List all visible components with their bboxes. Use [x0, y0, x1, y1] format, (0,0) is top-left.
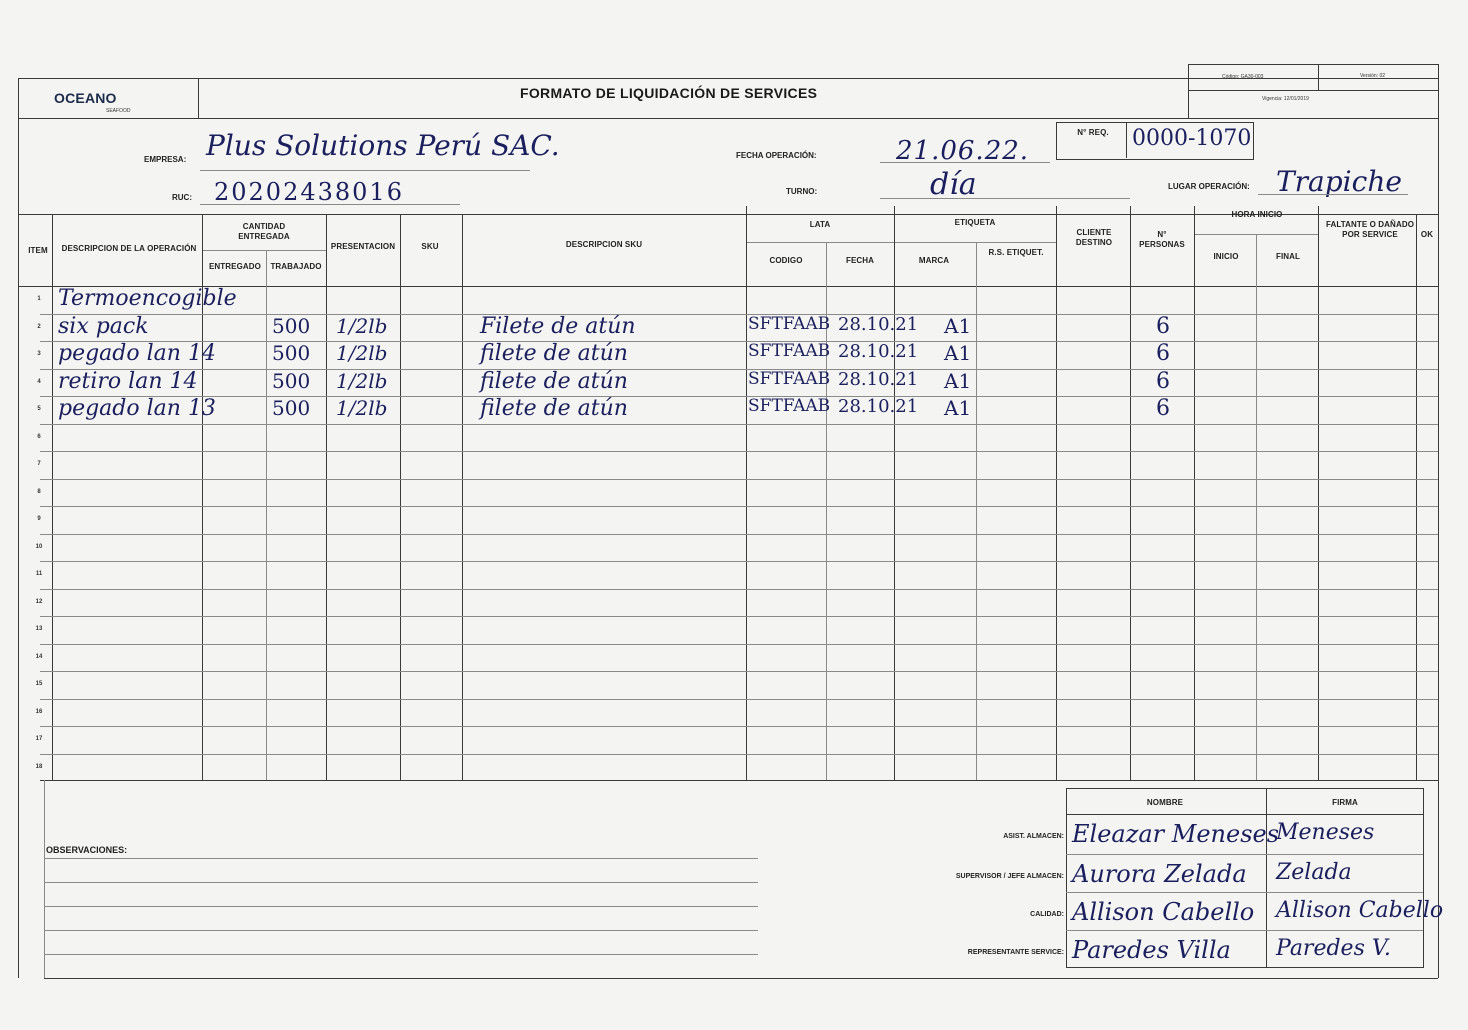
fecha-underline	[880, 162, 1050, 163]
vrule-lata	[894, 206, 895, 780]
row-number: 16	[35, 708, 43, 715]
header-bottom-rule	[18, 118, 1438, 119]
col-descripcion-operacion: DESCRIPCION DE LA OPERACIÓN	[61, 244, 197, 253]
signer-name: Paredes Villa	[1072, 936, 1231, 964]
row-number: 15	[35, 681, 43, 687]
signer-name: Eleazar Meneses	[1072, 820, 1280, 848]
cell-marca: A1	[944, 313, 972, 338]
req-box-divider	[1126, 122, 1127, 158]
req-label: N° REQ.	[1077, 128, 1109, 137]
vrule-cliente	[1130, 206, 1131, 780]
header-right-rule	[1438, 64, 1439, 118]
table-row-rule	[40, 671, 1438, 672]
row-number: 8	[37, 488, 41, 495]
lugar-operacion-label: LUGAR OPERACIÓN:	[1168, 182, 1250, 191]
cell-personas: 6	[1156, 396, 1170, 421]
col-entregado: ENTREGADO	[208, 262, 261, 271]
nombre-label: NOMBRE	[1146, 798, 1184, 807]
cell-descripcion-sku: filete de atún	[480, 396, 628, 421]
table-row-rule	[40, 699, 1438, 700]
obs-left-rule	[44, 780, 45, 978]
cell-entregado: 500	[272, 396, 311, 420]
col-item: ITEM	[28, 246, 48, 255]
signer-role: REPRESENTANTE SERVICE:	[967, 949, 1064, 956]
signer-signature: Paredes V.	[1276, 936, 1391, 961]
row-number: 2	[37, 323, 41, 330]
row-number: 4	[37, 378, 41, 385]
row-number: 9	[37, 516, 41, 522]
cell-personas: 6	[1156, 313, 1170, 339]
row-number: 13	[35, 626, 43, 632]
vrule-cantidad	[326, 214, 327, 780]
cell-descripcion-operacion: pegado lan 13	[58, 396, 216, 421]
ruc-label: RUC:	[172, 193, 192, 202]
row-number: 1	[37, 296, 41, 302]
cantidad-subheader-rule	[202, 250, 326, 251]
col-lata: LATA	[809, 220, 831, 229]
header-meta-top-rule	[1188, 64, 1438, 65]
firma-label: FIRMA	[1332, 798, 1358, 807]
cell-presentacion: 1/2lb	[336, 368, 388, 393]
cell-descripcion-sku: Filete de atún	[480, 313, 636, 339]
row-number: 11	[35, 571, 43, 577]
table-row-rule	[40, 506, 1438, 507]
signer-signature: Allison Cabello	[1276, 898, 1444, 923]
col-final: FINAL	[1275, 252, 1301, 261]
row-number: 17	[35, 736, 43, 742]
vrule-presentacion	[400, 214, 401, 780]
vrule-faltante	[1416, 214, 1417, 780]
signer-role: CALIDAD:	[1030, 911, 1064, 918]
sig-row-rule-3	[1066, 930, 1423, 931]
cell-entregado: 500	[272, 341, 311, 365]
cell-descripcion-operacion: Termoencogible	[58, 286, 237, 311]
col-inicio: INICIO	[1213, 252, 1239, 261]
codigo-text: Código: GA30-003	[1222, 74, 1264, 80]
col-fecha: FECHA	[845, 256, 875, 265]
row-number: 10	[35, 543, 43, 550]
cell-descripcion-sku: filete de atún	[480, 368, 628, 394]
cell-descripcion-operacion: retiro lan 14	[58, 368, 198, 394]
col-sku: SKU	[421, 242, 439, 251]
signer-name: Aurora Zelada	[1072, 860, 1247, 888]
cell-codigo: SFTFAAB	[748, 368, 831, 389]
obs-line-1	[44, 858, 758, 859]
frame-left-rule	[18, 118, 19, 978]
obs-line-2	[44, 882, 758, 883]
header-logo-divider	[198, 78, 199, 118]
vigencia-text: Vigencia: 12/01/2019	[1262, 96, 1309, 102]
header-meta-divider	[1188, 64, 1189, 118]
table-row-rule	[40, 396, 1438, 397]
col-n-personas: N° PERSONAS	[1139, 230, 1185, 249]
turno-label: TURNO:	[786, 187, 818, 196]
col-trabajado: TRABAJADO	[270, 262, 322, 271]
obs-line-5	[44, 954, 758, 955]
col-cliente-destino: CLIENTE DESTINO	[1075, 228, 1113, 247]
row-number: 12	[35, 598, 43, 605]
cell-codigo: SFTFAAB	[748, 396, 831, 416]
table-row-rule	[40, 754, 1438, 755]
table-row-rule	[40, 589, 1438, 590]
req-value: 0000-1070	[1132, 126, 1252, 151]
observaciones-label: OBSERVACIONES:	[46, 845, 128, 855]
ruc-underline	[200, 204, 460, 205]
cell-marca: A1	[944, 396, 972, 420]
header-meta-mid-rule	[1188, 90, 1438, 91]
col-presentacion: PRESENTACION	[330, 242, 396, 251]
cell-presentacion: 1/2lb	[336, 396, 388, 420]
fecha-operacion-value: 21.06.22.	[896, 136, 1030, 166]
row-number: 18	[35, 763, 43, 770]
obs-line-3	[44, 906, 758, 907]
cell-entregado: 500	[272, 313, 311, 338]
header-left-rule	[18, 78, 19, 118]
table-bottom-rule	[40, 780, 1438, 781]
sig-row-rule-1	[1066, 854, 1423, 855]
signature-header-rule	[1066, 814, 1423, 815]
logo-subtitle: SEAFOOD	[106, 108, 131, 114]
vrule-hora	[1318, 206, 1319, 780]
signer-name: Allison Cabello	[1072, 898, 1255, 926]
cell-personas: 6	[1156, 368, 1170, 394]
cell-codigo: SFTFAAB	[748, 313, 831, 334]
vrule-entregado	[266, 250, 267, 780]
cell-entregado: 500	[272, 368, 311, 393]
cell-fecha: 28.10.21	[838, 313, 919, 335]
table-row-rule	[40, 479, 1438, 480]
header-meta-divider-2	[1318, 64, 1319, 90]
page-title: FORMATO DE LIQUIDACIÓN DE SERVICES	[520, 85, 818, 101]
cell-marca: A1	[944, 368, 972, 393]
sig-row-rule-2	[1066, 892, 1423, 893]
version-text: Versión: 02	[1360, 73, 1386, 79]
empresa-underline	[200, 170, 530, 171]
vrule-etiqueta	[1056, 206, 1057, 780]
row-number: 3	[37, 351, 41, 357]
table-row-rule	[40, 424, 1438, 425]
cell-marca: A1	[944, 341, 972, 365]
table-row-rule	[40, 369, 1438, 370]
empresa-value: Plus Solutions Perú SAC.	[206, 129, 560, 162]
vrule-personas	[1194, 206, 1195, 780]
col-etiqueta: ETIQUETA	[954, 218, 996, 227]
turno-underline	[880, 198, 1130, 199]
vrule-item	[52, 214, 53, 780]
col-hora-inicio: HORA INICIO	[1231, 210, 1283, 219]
ruc-value: 20202438016	[214, 178, 404, 206]
table-row-rule	[40, 726, 1438, 727]
lugar-underline	[1258, 194, 1408, 195]
cell-presentacion: 1/2lb	[336, 341, 388, 365]
cell-fecha: 28.10.21	[838, 341, 919, 362]
turno-value: día	[930, 167, 977, 202]
cell-fecha: 28.10.21	[838, 396, 919, 417]
table-row-rule	[40, 616, 1438, 617]
fecha-operacion-label: FECHA OPERACIÓN:	[736, 151, 817, 160]
vrule-descsku	[746, 206, 747, 780]
signer-signature: Meneses	[1276, 820, 1375, 845]
table-row-rule	[40, 534, 1438, 535]
col-faltante: FALTANTE O DAÑADO POR SERVICE	[1325, 220, 1415, 239]
frame-right-rule	[1438, 118, 1439, 978]
signer-role: ASIST. ALMACEN:	[1003, 833, 1064, 840]
cell-personas: 6	[1156, 341, 1170, 366]
row-number: 7	[37, 461, 41, 467]
table-row-rule	[40, 341, 1438, 342]
lugar-operacion-value: Trapiche	[1276, 165, 1402, 198]
row-number: 6	[37, 433, 41, 440]
signature-box-divider	[1266, 788, 1267, 968]
col-marca: MARCA	[918, 256, 950, 265]
cell-presentacion: 1/2lb	[336, 313, 388, 338]
cell-descripcion-operacion: pegado lan 14	[58, 341, 216, 366]
table-row-rule	[40, 451, 1438, 452]
col-rs-etiquet: R.S. ETIQUET.	[988, 248, 1044, 257]
signer-role: SUPERVISOR / JEFE ALMACEN:	[955, 873, 1064, 880]
col-ok: OK	[1420, 230, 1434, 239]
cell-descripcion-operacion: six pack	[58, 313, 149, 339]
table-row-rule	[40, 561, 1438, 562]
vrule-sku	[462, 214, 463, 780]
table-row-rule	[40, 314, 1438, 315]
table-row-rule	[40, 644, 1438, 645]
row-number: 14	[35, 653, 43, 660]
oceano-logo: OCEANO	[54, 90, 117, 106]
signer-signature: Zelada	[1276, 860, 1352, 885]
col-cantidad-entregada: CANTIDAD ENTREGADA	[238, 222, 290, 241]
cell-descripcion-sku: filete de atún	[480, 341, 628, 366]
col-codigo: CODIGO	[769, 256, 803, 265]
cell-fecha: 28.10.21	[838, 368, 919, 390]
lata-etiqueta-subheader-rule	[746, 242, 1056, 243]
col-descripcion-sku: DESCRIPCION SKU	[565, 240, 643, 249]
row-number: 5	[37, 406, 41, 412]
obs-line-4	[44, 930, 758, 931]
frame-bottom-rule	[44, 978, 1438, 979]
empresa-label: EMPRESA:	[144, 155, 187, 164]
cell-codigo: SFTFAAB	[748, 341, 831, 361]
